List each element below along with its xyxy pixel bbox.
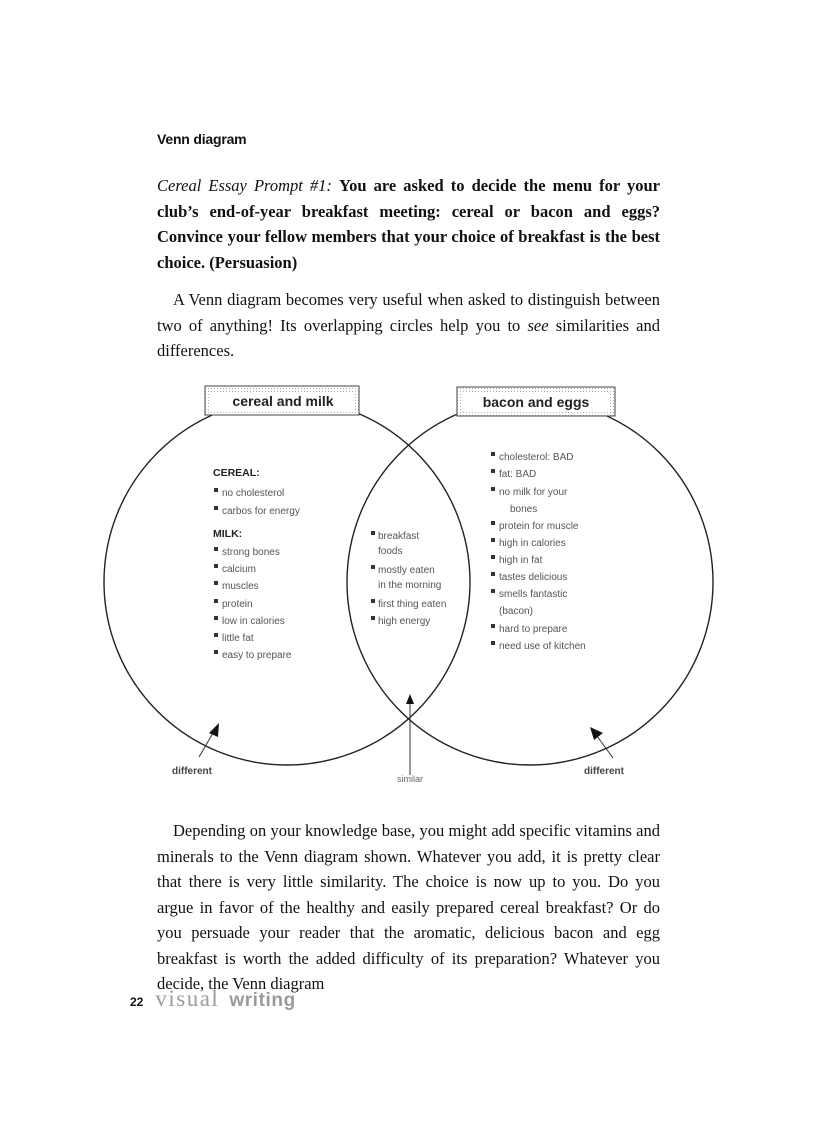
list-item-continued: bones — [510, 504, 538, 515]
cereal-title: CEREAL: — [213, 467, 260, 479]
list-item: breakfast — [378, 531, 420, 542]
list-item: smells fantastic — [499, 589, 568, 600]
list-item: fat: BAD — [499, 469, 537, 480]
list-item: protein for muscle — [499, 521, 579, 532]
list-item: tastes delicious — [499, 572, 568, 583]
list-item-continued: foods — [378, 546, 403, 557]
caption-right-different: different — [584, 766, 624, 777]
prompt-lead: Cereal Essay Prompt #1: — [157, 176, 332, 195]
right-label-box — [457, 387, 615, 416]
list-item: high in fat — [499, 555, 543, 566]
list-item-continued: (bacon) — [499, 606, 533, 617]
right-label: bacon and eggs — [482, 394, 590, 410]
list-item: first thing eaten — [378, 599, 447, 610]
body-paragraph: Depending on your knowledge base, you might add specific vitamins and minerals to the Venn diagram shown. Whatever you add, it is pretty clear that there is very little similarity. The choice is now up to you. Do you argue in favor of the healthy and easily prepared cereal breakfast? Or do you persuade your reader that the aromatic, delicious bacon and egg breakfast is worth the added difficulty of its preparation? Whatever you decide, the Venn diagram — [157, 821, 660, 993]
list-item: cholesterol: BAD — [499, 452, 574, 463]
left-label-box — [205, 386, 359, 415]
list-item: no cholesterol — [222, 488, 285, 499]
list-item: calcium — [222, 564, 256, 575]
list-item: protein — [222, 599, 253, 610]
page-footer — [130, 986, 296, 1012]
list-item: mostly eaten — [378, 565, 435, 576]
milk-title: MILK: — [213, 528, 243, 540]
list-item: easy to prepare — [222, 650, 292, 661]
list-item: muscles — [222, 581, 259, 592]
intro-text-2: similarities and differences. — [157, 315, 660, 360]
left-different-arrow-icon — [199, 723, 219, 757]
left-label: cereal and milk — [232, 393, 334, 409]
list-item: strong bones — [222, 547, 280, 558]
intro-text-1: A Venn diagram becomes very useful when asked to distinguish between two of anything! Its overlapping circles help you to — [157, 290, 660, 335]
list-item: no milk for your — [499, 487, 568, 498]
list-item: high in calories — [499, 538, 566, 549]
caption-left-different: different — [172, 766, 212, 777]
cereal-list — [214, 488, 300, 517]
bacon-eggs-list — [491, 452, 586, 652]
list-item: high energy — [378, 616, 431, 627]
similar-arrow-icon — [406, 694, 414, 775]
intro-emphasis: see — [527, 315, 549, 335]
page-number: 22 — [130, 995, 144, 1009]
list-item-continued: in the morning — [378, 580, 442, 591]
prompt-body: You are asked to decide the menu for your club’s end-of-year breakfast meeting: cereal or bacon and eggs? Convince your fellow members that your choice of breakfast is the best choice. (Persuasion) — [157, 176, 660, 272]
list-item: low in calories — [222, 616, 285, 627]
similar-list — [371, 531, 446, 627]
section-heading: Venn diagram — [157, 131, 247, 147]
book-title-light: visual — [155, 986, 220, 1011]
milk-list — [214, 547, 292, 661]
list-item: carbos for energy — [222, 506, 300, 517]
book-title-bold: writing — [229, 990, 296, 1011]
list-item: little fat — [222, 633, 254, 644]
list-item: hard to prepare — [499, 624, 568, 635]
caption-similar: similar — [397, 774, 423, 784]
list-item: need use of kitchen — [499, 641, 586, 652]
